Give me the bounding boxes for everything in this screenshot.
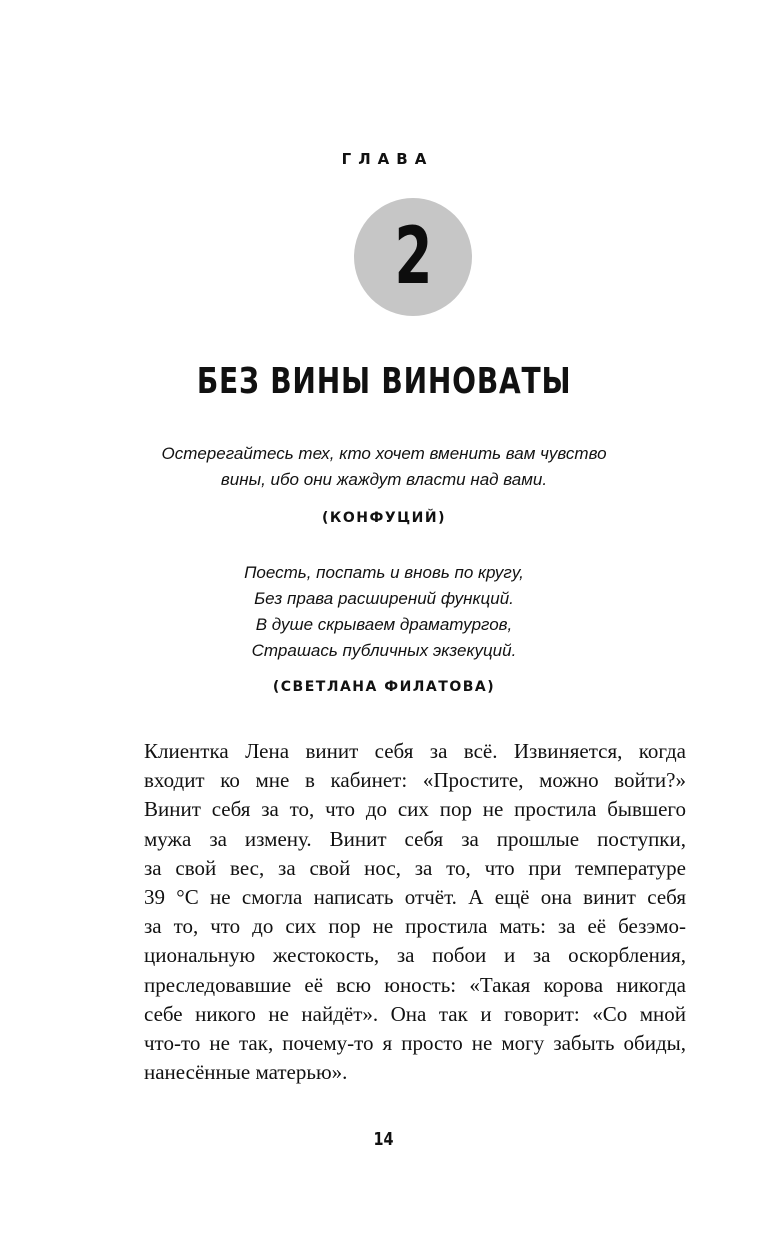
epigraph-line: Без права расширений функций. (254, 589, 514, 608)
chapter-title-text: БЕЗ ВИНЫ ВИНОВАТЫ (196, 361, 572, 402)
epigraph-line: Страшась публичных экзекуций. (251, 641, 517, 660)
body-line: преследовавшие её всю юность: «Такая корова никогда (144, 972, 686, 997)
epigraph-line: Поесть, поспать и вновь по кругу, (244, 563, 524, 582)
chapter-title (0, 360, 768, 404)
body-line: мужа за измену. Винит себя за прошлые поступки, (144, 826, 686, 851)
body-paragraph (144, 737, 686, 1087)
body-line: 39 °С не смогла написать отчёт. А ещё она винит себя (144, 885, 686, 910)
chapter-number-circle (354, 198, 472, 316)
page-number-text: 14 (373, 1129, 395, 1150)
body-line: себе никого не найдёт». Она так и говорит: «Со мной (144, 1001, 686, 1026)
epigraph-line: вины, ибо они жаждут власти над вами. (220, 470, 548, 489)
chapter-number: 2 (393, 212, 433, 302)
chapter-label: ГЛАВА (341, 150, 434, 168)
epigraph-attribution-1: (КОНФУЦИЙ) (322, 510, 446, 526)
body-line: что-то не так, почему-то я просто не могу забыть обиды, (144, 1031, 686, 1056)
body-line: Клиентка Лена винит себя за всё. Извиняется, когда (144, 739, 686, 763)
body-line: входит ко мне в кабинет: «Простите, можно войти?» (144, 768, 686, 793)
epigraph-line: В душе скрываем драматургов, (255, 615, 513, 634)
body-line: за то, что до сих пор не простила мать: за её безэмо- (144, 914, 686, 939)
body-line: циональную жестокость, за побои и за оскорбления, (144, 943, 686, 968)
page-number (0, 1129, 768, 1150)
body-line: Винит себя за то, что до сих пор не простила бывшего (144, 797, 686, 822)
epigraph-quote-2 (0, 560, 768, 664)
epigraph-quote-1 (0, 441, 768, 493)
body-line: за свой вес, за свой нос, за то, что при температуре (144, 855, 686, 880)
epigraph-line: Остерегайтесь тех, кто хочет вменить вам чувство (161, 444, 607, 463)
epigraph-attribution-2: (СВЕТЛАНА ФИЛАТОВА) (272, 679, 496, 695)
body-line: нанесённые матерью». (144, 1060, 348, 1085)
